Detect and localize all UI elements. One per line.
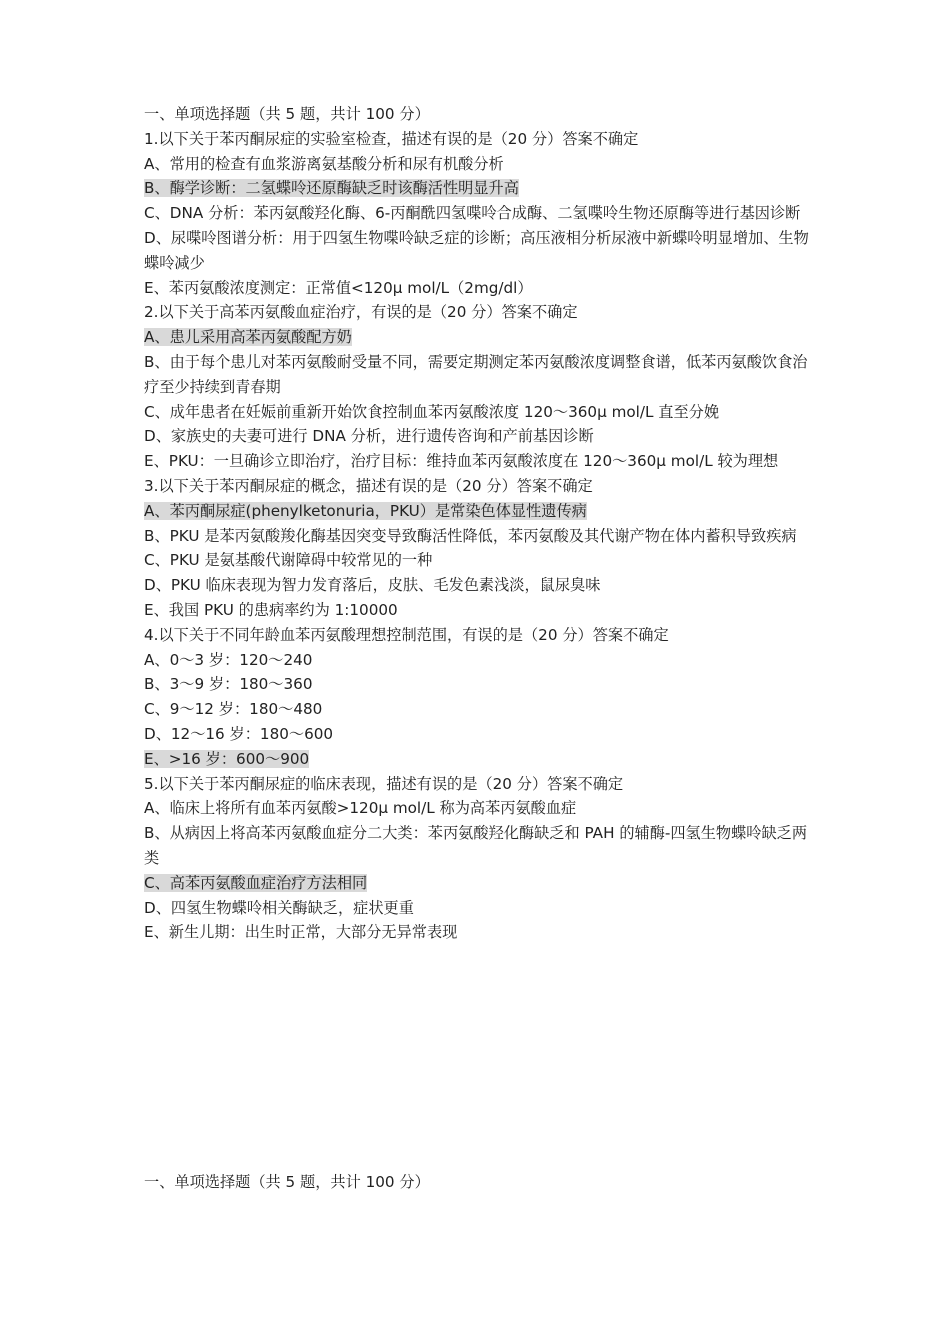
option-a — [144, 152, 816, 177]
option-a-answer — [144, 499, 816, 524]
option-text: E、新生儿期：出生时正常，大部分无异常表现 — [144, 923, 458, 942]
highlighted-answer: E、>16 岁：600～900 — [144, 749, 310, 768]
option-b — [144, 350, 816, 400]
question-2 — [144, 300, 816, 474]
question-stem: 4.以下关于不同年龄血苯丙氨酸理想控制范围，有误的是（20 分）答案不确定 — [144, 625, 669, 644]
option-a-answer — [144, 325, 816, 350]
option-c — [144, 400, 816, 425]
question-3 — [144, 474, 816, 623]
option-b-answer — [144, 176, 816, 201]
option-d — [144, 573, 816, 598]
option-text: D、四氢生物蝶呤相关酶缺乏，症状更重 — [144, 898, 414, 917]
option-text: C、DNA 分析：苯丙氨酸羟化酶、6-丙酮酰四氢喋呤合成酶、二氢喋呤生物还原酶等进行基因诊断 — [144, 204, 801, 223]
question-stem: 5.以下关于苯丙酮尿症的临床表现，描述有误的是（20 分）答案不确定 — [144, 774, 624, 793]
question-stem: 1.以下关于苯丙酮尿症的实验室检查，描述有误的是（20 分）答案不确定 — [144, 129, 639, 148]
option-text: E、PKU：一旦确诊立即治疗，治疗目标：维持血苯丙氨酸浓度在 120～360μ mol/L 较为理想 — [144, 452, 779, 471]
option-c — [144, 201, 816, 226]
option-e — [144, 449, 816, 474]
option-text: D、尿喋呤图谱分析：用于四氢生物喋呤缺乏症的诊断；高压液相分析尿液中新蝶呤明显增加、生物蝶呤减少 — [144, 228, 809, 272]
highlighted-answer: B、酶学诊断：二氢蝶呤还原酶缺乏时该酶活性明显升高 — [144, 179, 519, 198]
question-stem: 2.以下关于高苯丙氨酸血症治疗，有误的是（20 分）答案不确定 — [144, 303, 578, 322]
option-text: A、0～3 岁：120～240 — [144, 650, 313, 669]
highlighted-answer: A、患儿采用高苯丙氨酸配方奶 — [144, 328, 352, 347]
option-text: D、PKU 临床表现为智力发育落后，皮肤、毛发色素浅淡，鼠尿臭味 — [144, 576, 601, 595]
option-text: D、12～16 岁：180～600 — [144, 724, 334, 743]
exam-content — [144, 102, 816, 945]
option-e — [144, 276, 816, 301]
question-4 — [144, 623, 816, 772]
section-heading: 一、单项选择题（共 5 题，共计 100 分） — [144, 105, 430, 123]
option-a — [144, 796, 816, 821]
option-a — [144, 648, 816, 673]
option-b — [144, 524, 816, 549]
option-text: A、临床上将所有血苯丙氨酸>120μ mol/L 称为高苯丙氨酸血症 — [144, 799, 577, 818]
option-d — [144, 896, 816, 921]
option-e-answer — [144, 747, 816, 772]
question-5 — [144, 772, 816, 946]
option-text: E、苯丙氨酸浓度测定：正常值<120μ mol/L（2mg/dl） — [144, 278, 533, 297]
option-text: B、PKU 是苯丙氨酸羧化酶基因突变导致酶活性降低，苯丙氨酸及其代谢产物在体内蓄积导致疾病 — [144, 526, 797, 545]
option-e — [144, 920, 816, 945]
option-b — [144, 672, 816, 697]
option-text: C、9～12 岁：180～480 — [144, 700, 323, 719]
question-stem: 3.以下关于苯丙酮尿症的概念，描述有误的是（20 分）答案不确定 — [144, 476, 593, 495]
option-c — [144, 548, 816, 573]
option-c — [144, 697, 816, 722]
option-c-answer — [144, 871, 816, 896]
option-text: D、家族史的夫妻可进行 DNA 分析，进行遗传咨询和产前基因诊断 — [144, 427, 594, 446]
option-d — [144, 226, 816, 276]
option-text: B、由于每个患儿对苯丙氨酸耐受量不同，需要定期测定苯丙氨酸浓度调整食谱，低苯丙氨酸饮食治疗至少持续到青春期 — [144, 352, 808, 396]
option-d — [144, 424, 816, 449]
highlighted-answer: C、高苯丙氨酸血症治疗方法相同 — [144, 873, 368, 892]
option-text: E、我国 PKU 的患病率约为 1:10000 — [144, 600, 398, 619]
option-text: C、PKU 是氨基酸代谢障碍中较常见的一种 — [144, 551, 433, 570]
option-text: B、从病因上将高苯丙氨酸血症分二大类：苯丙氨酸羟化酶缺乏和 PAH 的辅酶-四氢生物蝶呤缺乏两类 — [144, 824, 808, 867]
option-text: B、3～9 岁：180～360 — [144, 675, 313, 694]
option-d — [144, 722, 816, 747]
next-section-heading: 一、单项选择题（共 5 题，共计 100 分） — [144, 1173, 430, 1191]
option-text: C、成年患者在妊娠前重新开始饮食控制血苯丙氨酸浓度 120～360μ mol/L 直至分娩 — [144, 402, 720, 421]
question-1 — [144, 127, 816, 301]
option-b — [144, 821, 816, 871]
highlighted-answer: A、苯丙酮尿症(phenylketonuria，PKU）是常染色体显性遗传病 — [144, 501, 587, 520]
option-text: A、常用的检查有血浆游离氨基酸分析和尿有机酸分析 — [144, 154, 504, 173]
option-e — [144, 598, 816, 623]
